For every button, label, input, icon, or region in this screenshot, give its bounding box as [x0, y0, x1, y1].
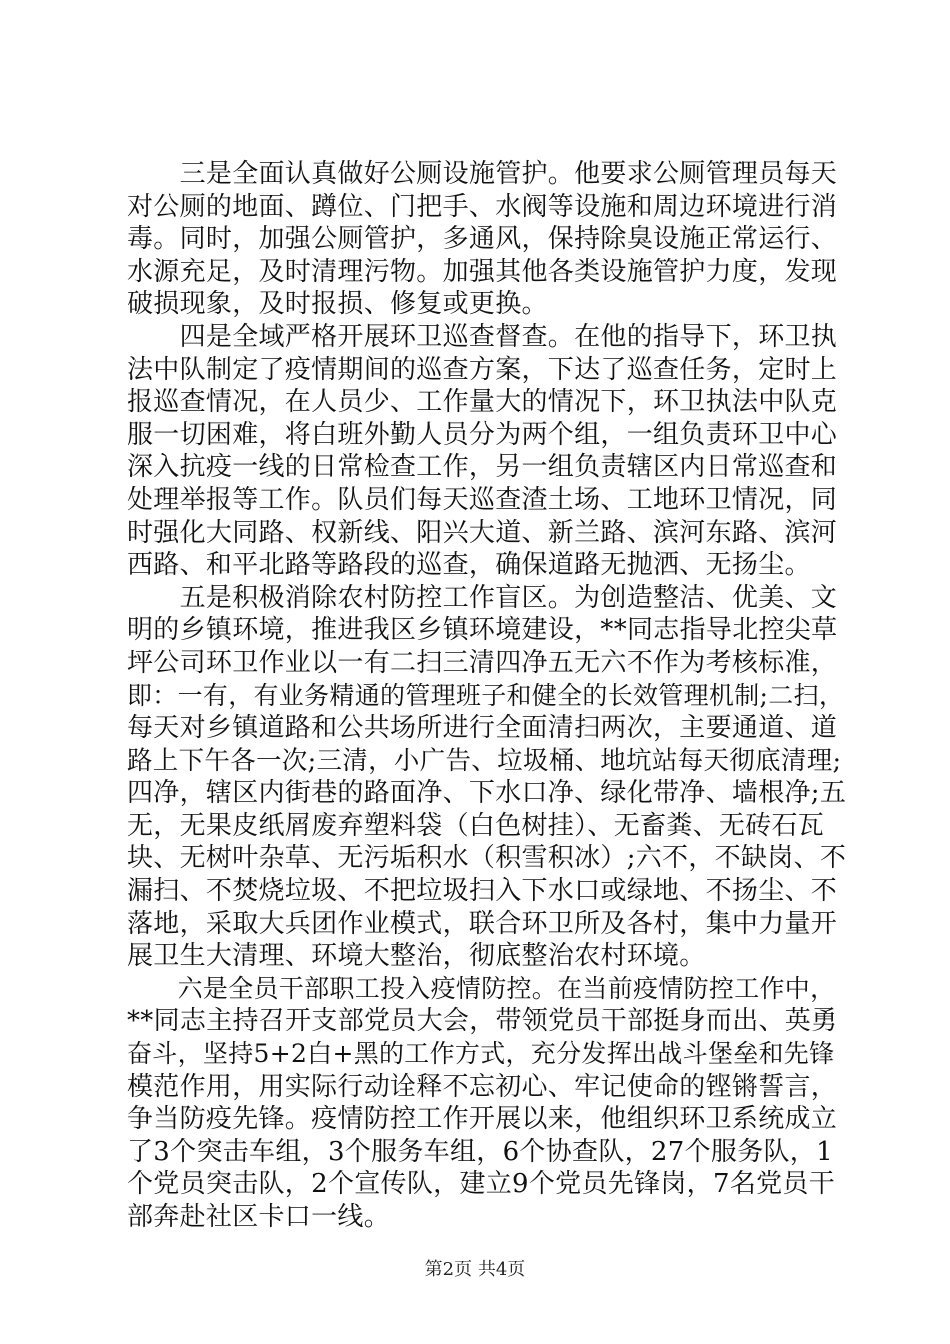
text-line: 模范作用，用实际行动诠释不忘初心、牢记使命的铿锵誓言，	[127, 1071, 838, 1102]
text-line: 落地，采取大兵团作业模式，联合环卫所及各村，集中力量开	[127, 908, 838, 939]
text-line: 争当防疫先锋。疫情防控工作开展以来，他组织环卫系统成立	[127, 1104, 838, 1135]
text-line: 报巡查情况，在人员少、工作量大的情况下，环卫执法中队克	[127, 387, 838, 418]
text-line: 即：一有，有业务精通的管理班子和健全的长效管理机制;二扫，	[127, 680, 845, 710]
text-line: 四是全域严格开展环卫巡查督查。在他的指导下，环卫执	[127, 321, 838, 352]
text-line: 坪公司环卫作业以一有二扫三清四净五无六不作为考核标准，	[127, 647, 838, 678]
text-line: 破损现象，及时报损、修复或更换。	[127, 289, 548, 320]
text-line: 四净，辖区内街巷的路面净、下水口净、绿化带净、墙根净;五	[127, 778, 847, 809]
text-line: 奋斗，坚持5+2白+黑的工作方式，充分发挥出战斗堡垒和先锋	[127, 1039, 835, 1069]
text-line: 无，无果皮纸屑废弃塑料袋（白色树挂）、无畜粪、无砖石瓦	[127, 810, 825, 841]
text-line: 时强化大同路、权新线、阳兴大道、新兰路、滨河东路、滨河	[127, 517, 838, 548]
text-line: 处理举报等工作。队员们每天巡查渣土场、工地环卫情况，同	[127, 484, 838, 515]
text-line: 三是全面认真做好公厕设施管护。他要求公厕管理员每天	[127, 159, 838, 189]
document-body	[127, 158, 847, 1234]
text-line: 展卫生大清理、环境大整治，彻底整治农村环境。	[127, 941, 706, 972]
text-line: 部奔赴社区卡口一线。	[127, 1202, 391, 1232]
text-line: 路上下午各一次;三清，小广告、垃圾桶、地坑站每天彻底清理;	[127, 745, 842, 776]
text-line: 深入抗疫一线的日常检查工作，另一组负责辖区内日常巡查和	[127, 452, 838, 483]
text-line: 六是全员干部职工投入疫情防控。在当前疫情防控工作中，	[127, 973, 836, 1003]
text-line: 每天对乡镇道路和公共场所进行全面清扫两次，主要通道、道	[127, 713, 838, 744]
text-line: **同志主持召开支部党员大会，带领党员干部挺身而出、英勇	[127, 1006, 838, 1037]
text-line: 毒。同时，加强公厕管护，多通风，保持除臭设施正常运行、	[127, 224, 838, 255]
text-line: 服一切困难，将白班外勤人员分为两个组，一组负责环卫中心	[127, 419, 838, 450]
text-line: 五是积极消除农村防控工作盲区。为创造整洁、优美、文	[127, 582, 838, 613]
text-line: 块、无树叶杂草、无污垢积水（积雪积冰）;六不，不缺岗、不	[127, 843, 847, 874]
text-line: 西路、和平北路等路段的巡查，确保道路无抛洒、无扬尘。	[127, 550, 811, 581]
text-line: 法中队制定了疫情期间的巡查方案，下达了巡查任务，定时上	[127, 354, 838, 385]
text-line: 个党员突击队，2个宣传队，建立9个党员先锋岗，7名党员干	[127, 1169, 836, 1200]
text-line: 明的乡镇环境，推进我区乡镇环境建设，**同志指导北控尖草	[127, 615, 838, 646]
text-line: 了3个突击车组，3个服务车组，6个协查队，27个服务队，1	[127, 1136, 833, 1167]
text-line: 漏扫、不焚烧垃圾、不把垃圾扫入下水口或绿地、不扬尘、不	[127, 876, 838, 907]
text-line: 水源充足，及时清理污物。加强其他各类设施管护力度，发现	[127, 256, 838, 287]
page-footer: 第2页 共4页	[424, 1259, 526, 1280]
text-line: 对公厕的地面、蹲位、门把手、水阀等设施和周边环境进行消	[127, 191, 838, 222]
